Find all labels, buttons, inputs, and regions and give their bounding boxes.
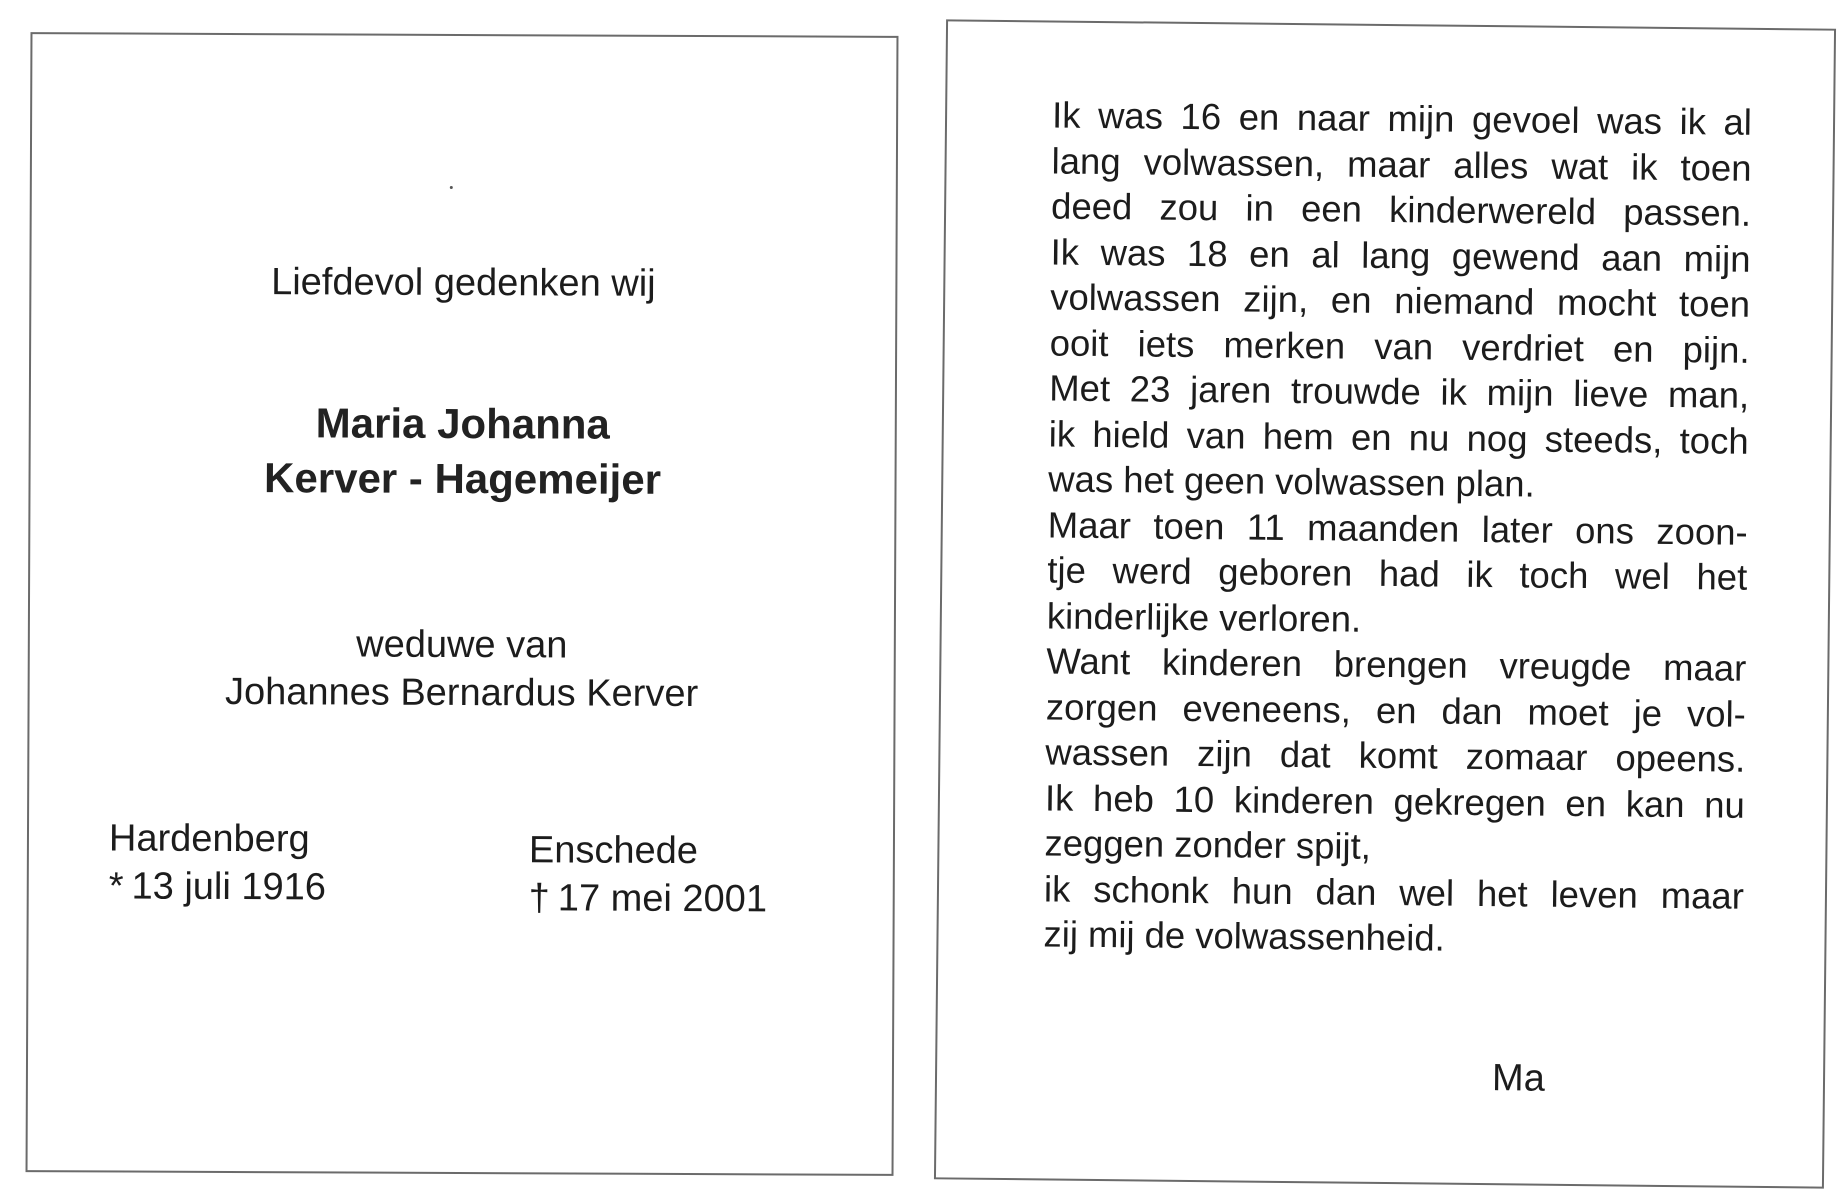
poem-word: vol- [1686, 692, 1747, 735]
poem-word: plan. [1455, 462, 1535, 505]
poem-word: brengen [1333, 643, 1468, 686]
poem-line [1045, 775, 1745, 828]
poem-word: zij [1043, 913, 1079, 955]
poem-word: Met [1049, 367, 1111, 410]
poem-word: toch [1679, 419, 1749, 462]
poem-word: was [1048, 458, 1114, 501]
poem-word: zorgen [1045, 685, 1158, 729]
poem-word: zomaar [1465, 735, 1588, 779]
spouse-name: Johannes Bernardus Kerver [224, 670, 699, 716]
memorial-card-front [26, 32, 899, 1176]
poem-word: opeens. [1615, 737, 1746, 780]
poem-word: het [1122, 459, 1175, 501]
poem-word: Ik [1044, 776, 1074, 819]
poem-word: van [1374, 325, 1434, 367]
poem-word: mocht [1556, 281, 1657, 324]
poem-word: nu [1408, 416, 1450, 459]
signature: Ma [1491, 1057, 1546, 1100]
birth-star-icon: * [108, 865, 124, 908]
poem-word: Ik [1050, 230, 1080, 273]
poem-word: dat [1279, 733, 1331, 776]
poem-word: alles [1453, 144, 1529, 186]
poem-word: Maar [1047, 503, 1132, 546]
poem-word: wassen [1045, 731, 1170, 774]
poem-word: volwassen, [1143, 140, 1325, 184]
poem-word: moet [1527, 690, 1609, 733]
poem-word: werd [1112, 550, 1192, 592]
poem-word: Want [1046, 640, 1131, 683]
poem-word: en [1375, 689, 1417, 731]
poem-line [1047, 593, 1747, 646]
poem-word: steeds, [1544, 418, 1663, 461]
poem-word: en [1330, 279, 1372, 321]
poem-word: en [1238, 96, 1280, 138]
poem-word: volwassen [1274, 460, 1446, 504]
poem-word: de [1144, 914, 1186, 956]
poem-word: zoon- [1656, 510, 1748, 553]
poem-word: en [1565, 782, 1607, 824]
widow-label: weduwe van [356, 623, 568, 667]
poem-word: maar [1346, 143, 1431, 185]
poem-line [1045, 729, 1745, 782]
memorial-card-back [934, 19, 1836, 1188]
poem-word: lieve [1573, 372, 1649, 415]
poem-word: en [1612, 327, 1654, 370]
poem-line [1044, 866, 1744, 919]
poem-word: verloren. [1218, 596, 1362, 640]
poem-word: later [1481, 508, 1553, 551]
poem-word: toen [1680, 146, 1752, 189]
poem-word: mijn [1486, 372, 1554, 414]
poem [1043, 92, 1752, 964]
poem-word: lang [1361, 234, 1431, 276]
poem-word: ooit [1049, 321, 1109, 364]
poem-word: ik [1630, 146, 1658, 188]
poem-word: het [1696, 556, 1748, 598]
poem-word: volwassenheid. [1195, 915, 1446, 959]
poem-word: spijt, [1295, 825, 1372, 867]
poem-word: 10 [1173, 778, 1215, 820]
poem-line [1052, 92, 1752, 145]
death-date: 17 mei 2001 [557, 877, 768, 921]
poem-word: hun [1231, 869, 1293, 912]
poem-word: vreugde [1499, 645, 1632, 688]
poem-word: tje [1047, 549, 1087, 591]
poem-word: 18 [1186, 232, 1228, 274]
intro-text: Liefdevol gedenken wij [271, 261, 656, 305]
poem-word: wel [1399, 871, 1455, 914]
poem-word: gekregen [1393, 780, 1546, 824]
birth-place: Hardenberg [108, 817, 310, 861]
poem-word: maar [1660, 874, 1745, 917]
poem-word: gewend [1451, 235, 1580, 278]
poem-line [1049, 411, 1749, 464]
poem-word: een [1300, 188, 1363, 230]
poem-word: toen [1153, 505, 1225, 547]
poem-word: pijn. [1682, 328, 1750, 371]
poem-word: nu [1704, 783, 1746, 826]
poem-word: hem [1262, 415, 1334, 457]
family-names: Kerver - Hagemeijer [264, 454, 662, 503]
poem-word: al [1723, 101, 1753, 143]
poem-word: zijn [1196, 733, 1253, 775]
poem-word: zijn, [1243, 278, 1309, 321]
poem-word: kan [1625, 783, 1685, 825]
poem-word: passen. [1623, 191, 1752, 234]
poem-line [1044, 820, 1744, 873]
poem-word: toen [1678, 283, 1751, 325]
cross-icon: † [528, 877, 550, 920]
poem-word: al [1311, 233, 1340, 276]
poem-word: nog [1466, 417, 1528, 459]
poem-line [1046, 684, 1746, 737]
poem-word: zonder [1174, 823, 1287, 866]
poem-line [1050, 274, 1750, 327]
poem-word: zeggen [1044, 822, 1165, 865]
poem-word: in [1245, 187, 1275, 229]
poem-word: dan [1315, 870, 1377, 913]
poem-line [1048, 456, 1748, 509]
poem-word: hield [1092, 413, 1170, 456]
poem-word: ons [1574, 509, 1635, 552]
poem-word: wel [1614, 555, 1671, 597]
poem-word: maar [1662, 646, 1747, 689]
poem-word: 16 [1180, 95, 1222, 138]
poem-word: wat [1551, 145, 1609, 187]
poem-word: 11 [1246, 506, 1285, 548]
widow-statement [30, 619, 894, 719]
poem-line [1047, 547, 1747, 600]
print-speck [450, 186, 453, 189]
birth-date-line [109, 862, 326, 911]
poem-line [1048, 502, 1748, 555]
poem-line [1049, 365, 1749, 418]
poem-word: trouwde [1290, 370, 1422, 413]
poem-word: ik [1048, 412, 1076, 455]
death-date-line [529, 874, 768, 923]
poem-word: 23 [1129, 368, 1171, 410]
poem-word: ik [1466, 553, 1493, 596]
poem-word: eveneens, [1182, 687, 1352, 731]
poem-word: mijn [1387, 98, 1455, 140]
poem-word: niemand [1394, 280, 1535, 323]
death-place: Enschede [528, 829, 699, 873]
poem-word: leven [1550, 873, 1639, 916]
death-info [529, 826, 768, 923]
poem-word: toch [1519, 554, 1589, 597]
poem-word: maanden [1306, 506, 1460, 550]
poem-word: ik [1679, 101, 1707, 143]
deceased-name [30, 394, 894, 508]
poem-word: ik [1440, 371, 1468, 413]
poem-word: je [1633, 692, 1663, 734]
poem-word: zou [1159, 186, 1219, 229]
poem-word: Ik [1051, 94, 1081, 136]
poem-word: volwassen [1049, 276, 1221, 320]
poem-word: schonk [1093, 868, 1210, 911]
poem-word: dan [1441, 690, 1503, 732]
poem-line [1050, 229, 1750, 282]
poem-word: was [1596, 100, 1663, 142]
birth-info [109, 814, 327, 911]
poem-word: het [1476, 872, 1528, 915]
poem-word: kinderen [1161, 641, 1303, 685]
poem-word: mij [1087, 913, 1135, 956]
poem-word: gevoel [1471, 98, 1580, 142]
poem-word: was [1097, 94, 1164, 137]
poem-word: naar [1296, 97, 1371, 139]
poem-word: iets [1137, 322, 1195, 365]
poem-word: man, [1667, 373, 1750, 416]
poem-word: kinderen [1233, 778, 1375, 822]
poem-word: kinderwereld [1388, 189, 1597, 233]
poem-line [1049, 320, 1749, 373]
poem-word: van [1186, 414, 1246, 457]
poem-word: was [1100, 231, 1166, 274]
poem-word: en [1248, 233, 1291, 275]
poem-word: geen [1183, 459, 1266, 502]
poem-word: mijn [1683, 237, 1751, 280]
poem-word: had [1378, 552, 1440, 595]
given-names: Maria Johanna [315, 399, 610, 448]
poem-word: deed [1050, 185, 1133, 228]
poem-line [1046, 638, 1746, 691]
poem-line [1043, 911, 1743, 964]
poem-line [1051, 138, 1751, 191]
poem-word: lang [1051, 139, 1121, 182]
poem-word: en [1350, 416, 1392, 458]
poem-word: heb [1092, 777, 1155, 820]
poem-word: geboren [1218, 551, 1353, 594]
poem-line [1051, 183, 1751, 236]
poem-word: merken [1223, 323, 1346, 367]
poem-word: jaren [1189, 368, 1272, 411]
poem-word: aan [1600, 236, 1663, 279]
poem-word: verdriet [1461, 326, 1585, 369]
poem-word: komt [1358, 734, 1438, 777]
poem-word: kinderlijke [1046, 594, 1210, 638]
poem-word: ik [1043, 867, 1071, 910]
birth-date: 13 juli 1916 [131, 865, 327, 909]
